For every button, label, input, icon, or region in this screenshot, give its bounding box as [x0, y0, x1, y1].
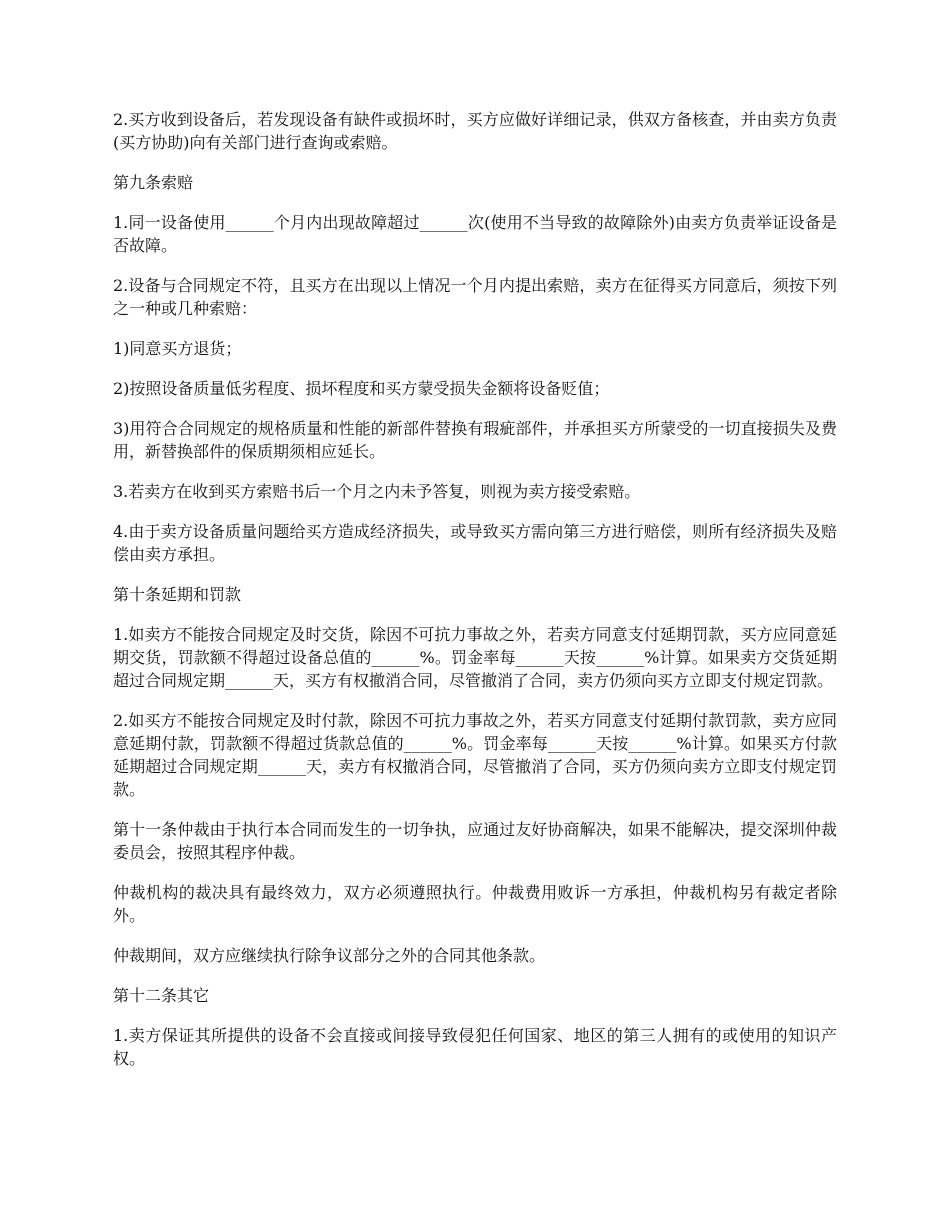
- heading-article-10-delay-penalty: 第十条延期和罚款: [113, 585, 242, 604]
- paragraph-inspection-record: 2.买方收到设备后，若发现设备有缺件或损坏时，买方应做好详细记录，供双方备核查，并由卖方负责(买方协助)向有关部门进行查询或索赔。: [113, 110, 837, 152]
- list-item-replace-parts: 3)用符合合同规定的规格质量和性能的新部件替换有瑕疵部件，并承担买方所蒙受的一切直接损失及费用，新替换部件的保质期须相应延长。: [113, 419, 837, 461]
- paragraph-claims-1: 1.同一设备使用______个月内出现故障超过______次(使用不当导致的故障除外)由卖方负责举证设备是否故障。: [113, 213, 837, 255]
- paragraph-claims-3: 3.若卖方在收到买方索赔书后一个月之内未予答复，则视为卖方接受索赔。: [113, 482, 641, 501]
- paragraph-article-11-arbitration: 第十一条仲裁由于执行本合同而发生的一切争执，应通过友好协商解决，如果不能解决，提交深圳仲裁委员会，按照其程序仲裁。: [113, 820, 837, 862]
- heading-article-9-claims: 第九条索赔: [113, 173, 194, 192]
- paragraph-claims-4: 4.由于卖方设备质量问题给买方造成经济损失，或导致买方需向第三方进行赔偿，则所有经济损失及赔偿由卖方承担。: [113, 522, 837, 564]
- paragraph-claims-2: 2.设备与合同规定不符，且买方在出现以上情况一个月内提出索赔，卖方在征得买方同意后，须按下列之一种或几种索赔：: [113, 276, 837, 318]
- paragraph-arbitration-final: 仲裁机构的裁决具有最终效力，双方必须遵照执行。仲裁费用败诉一方承担，仲裁机构另有裁定者除外。: [113, 883, 837, 925]
- list-item-return-goods: 1)同意买方退货；: [113, 339, 242, 358]
- paragraph-delay-delivery: 1.如卖方不能按合同规定及时交货，除因不可抗力事故之外，若卖方同意支付延期罚款，买方应同意延期交货，罚款额不得超过设备总值的______%。罚金率每______天按______%计算。如果卖方交货延期超过合同规定期______天，买方有权撤消合同，尽管撤消了合同，卖方仍须向买方立即支付规定罚款。: [113, 625, 837, 690]
- list-item-devalue: 2)按照设备质量低劣程度、损坏程度和买方蒙受损失金额将设备贬值；: [113, 379, 610, 398]
- paragraph-arbitration-period: 仲裁期间，双方应继续执行除争议部分之外的合同其他条款。: [113, 946, 546, 965]
- paragraph-ip-guarantee: 1.卖方保证其所提供的设备不会直接或间接导致侵犯任何国家、地区的第三人拥有的或使用的知识产权。: [113, 1026, 837, 1068]
- paragraph-delay-payment: 2.如买方不能按合同规定及时付款，除因不可抗力事故之外，若买方同意支付延期付款罚款，卖方应同意延期付款，罚款额不得超过货款总值的______%。罚金率每______天按______%计算。如果买方付款延期超过合同规定期______天，卖方有权撤消合同，尽管撤消了合同，买方仍须向卖方立即支付规定罚款。: [113, 711, 837, 799]
- document-page: [113, 108, 837, 1087]
- heading-article-12-other: 第十二条其它: [113, 986, 210, 1005]
